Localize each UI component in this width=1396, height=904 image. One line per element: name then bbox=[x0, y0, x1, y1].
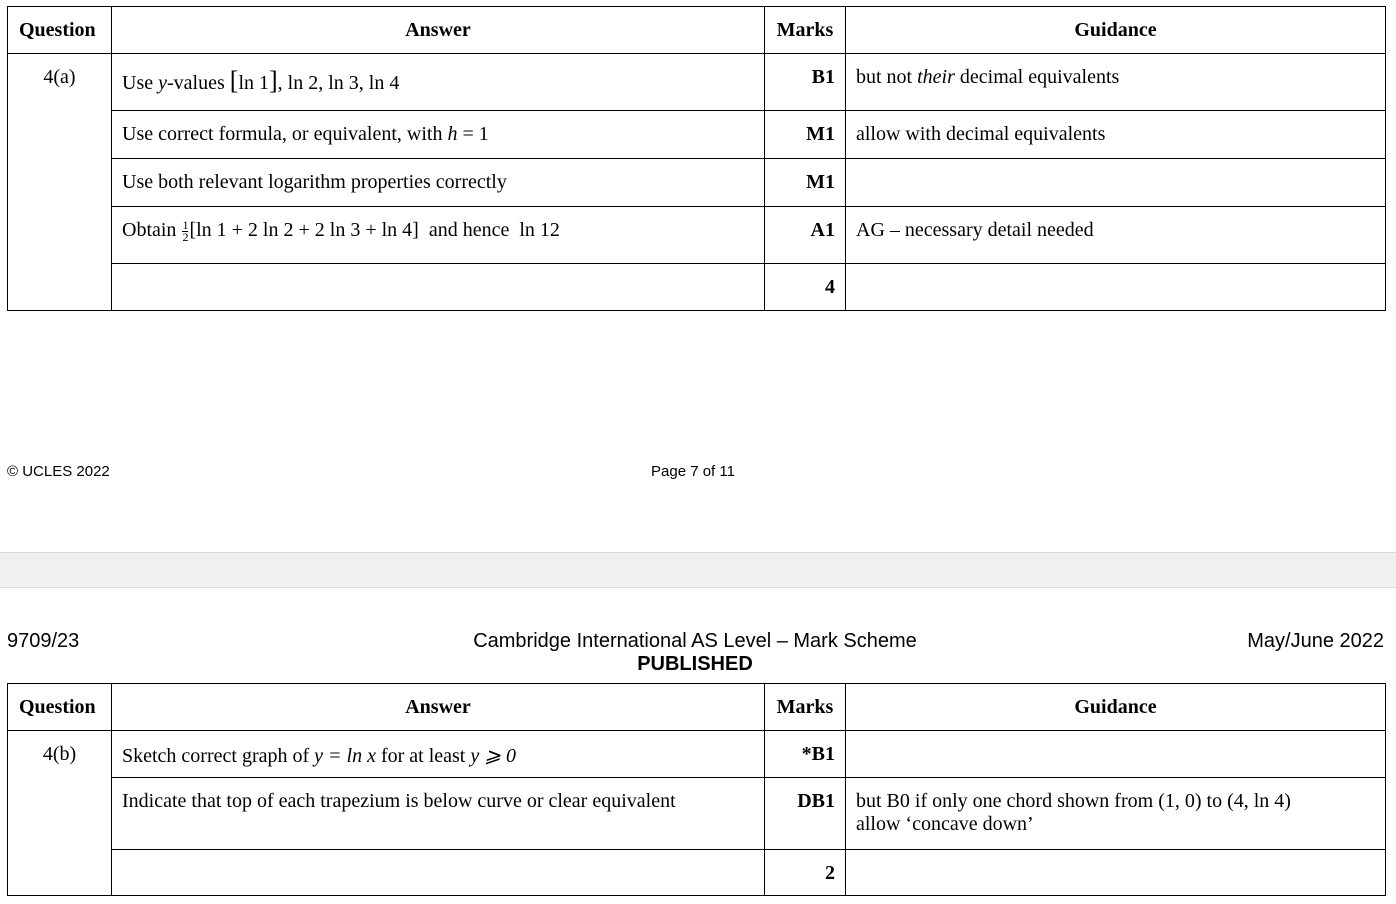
table-row-total bbox=[8, 850, 1386, 896]
answer-cell bbox=[112, 850, 765, 896]
answer-text: Use bbox=[122, 72, 159, 94]
answer-cell bbox=[112, 54, 765, 111]
answer-cell bbox=[112, 111, 765, 159]
header-answer: Answer bbox=[112, 7, 765, 54]
mark-scheme-table-4b bbox=[7, 683, 1386, 896]
header-marks: Marks bbox=[765, 7, 846, 54]
mark-scheme-table-4a bbox=[7, 6, 1386, 311]
answer-cell: Indicate that top of each trapezium is below curve or clear equivalent bbox=[112, 778, 765, 850]
marks-cell: A1 bbox=[765, 207, 846, 264]
table-header-row bbox=[8, 684, 1386, 731]
answer-variable: h bbox=[447, 123, 458, 145]
guidance-text: but not bbox=[856, 66, 918, 88]
marks-cell: B1 bbox=[765, 54, 846, 111]
header-question: Question bbox=[8, 684, 112, 731]
answer-cell: Use both relevant logarithm properties correctly bbox=[112, 159, 765, 207]
answer-text: -values bbox=[167, 72, 230, 94]
answer-text: Obtain bbox=[122, 219, 182, 241]
answer-text: and hence ln 12 bbox=[418, 219, 560, 241]
table-row bbox=[8, 778, 1386, 850]
marks-cell: M1 bbox=[765, 159, 846, 207]
answer-text: Sketch correct graph of bbox=[122, 745, 315, 767]
answer-math: y = ln x bbox=[314, 745, 376, 767]
bracket-close: ] bbox=[269, 66, 278, 95]
answer-cell bbox=[112, 264, 765, 311]
marks-cell: M1 bbox=[765, 111, 846, 159]
marks-cell: *B1 bbox=[765, 731, 846, 778]
marks-total: 2 bbox=[765, 850, 846, 896]
answer-cell bbox=[112, 731, 765, 778]
answer-math: ln 1 bbox=[238, 72, 269, 94]
fraction-half: $\frac{1}{2}$ bbox=[182, 217, 189, 244]
answer-math: y ⩾ 0 bbox=[470, 745, 516, 767]
answer-math: [ln 1 + 2 ln 2 + 2 ln 3 + ln 4] bbox=[189, 219, 419, 241]
page-separator bbox=[0, 552, 1396, 588]
table-row bbox=[8, 159, 1386, 207]
guidance-cell: allow with decimal equivalents bbox=[846, 111, 1386, 159]
marks-total: 4 bbox=[765, 264, 846, 311]
header-guidance: Guidance bbox=[846, 684, 1386, 731]
answer-text: for at least bbox=[375, 745, 471, 767]
title-text: Cambridge International AS Level – Mark Scheme bbox=[473, 630, 917, 652]
guidance-cell: AG – necessary detail needed bbox=[846, 207, 1386, 264]
bracket-open: [ bbox=[229, 66, 239, 95]
guidance-text: allow ‘concave down’ bbox=[856, 813, 1034, 835]
table-row bbox=[8, 54, 1386, 111]
marks-cell: DB1 bbox=[765, 778, 846, 850]
published-label: PUBLISHED bbox=[637, 653, 753, 675]
page-8 bbox=[0, 588, 1396, 904]
table-row bbox=[8, 111, 1386, 159]
guidance-text: but B0 if only one chord shown from (1, 0) to (4, ln 4) bbox=[856, 790, 1291, 812]
copyright-footer: © UCLES 2022 bbox=[7, 463, 110, 480]
table-header-row bbox=[8, 7, 1386, 54]
header-answer: Answer bbox=[112, 684, 765, 731]
answer-math: = 1 bbox=[457, 123, 489, 145]
question-number: 4(b) bbox=[8, 731, 112, 896]
guidance-text: decimal equivalents bbox=[954, 66, 1120, 88]
table-row bbox=[8, 731, 1386, 778]
answer-cell bbox=[112, 207, 765, 264]
guidance-cell bbox=[846, 159, 1386, 207]
header-guidance: Guidance bbox=[846, 7, 1386, 54]
answer-variable: y bbox=[158, 72, 167, 94]
guidance-cell bbox=[846, 778, 1386, 850]
header-question: Question bbox=[8, 7, 112, 54]
guidance-cell bbox=[846, 731, 1386, 778]
table-row-total bbox=[8, 264, 1386, 311]
answer-text: , ln 2, ln 3, ln 4 bbox=[277, 72, 400, 94]
document-title bbox=[0, 630, 1390, 676]
syllabus-code: 9709/23 bbox=[7, 630, 80, 652]
page-number: Page 7 of 11 bbox=[651, 463, 735, 480]
guidance-cell bbox=[846, 264, 1386, 311]
header-marks: Marks bbox=[765, 684, 846, 731]
guidance-cell bbox=[846, 850, 1386, 896]
guidance-cell bbox=[846, 54, 1386, 111]
table-row bbox=[8, 207, 1386, 264]
answer-text: Use correct formula, or equivalent, with bbox=[122, 123, 448, 145]
question-number: 4(a) bbox=[8, 54, 112, 311]
exam-session: May/June 2022 bbox=[1247, 630, 1384, 652]
guidance-emphasis: their bbox=[917, 66, 955, 88]
